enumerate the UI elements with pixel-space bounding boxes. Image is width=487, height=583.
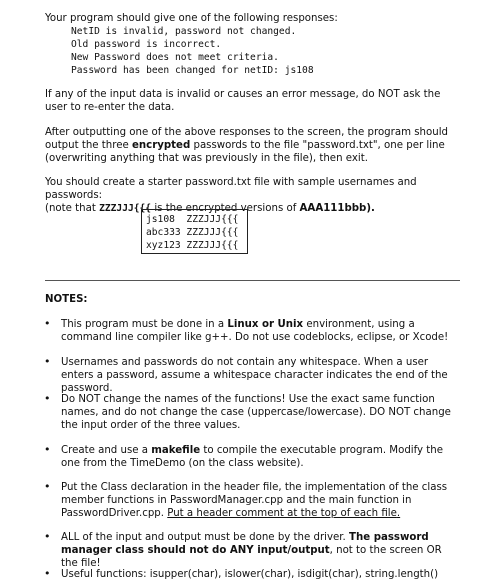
- note-file-structure: Put the Class declaration in the header file, the implementation of the class member functions in PasswordManager.cpp and the main function in PasswordDriver.cpp. Put a header comment at the top of each file.: [61, 482, 448, 519]
- notes-heading: NOTES:: [45, 294, 88, 305]
- sample-password-file: [141, 209, 248, 254]
- bullet-icon: •: [44, 317, 51, 330]
- section-divider: [45, 280, 460, 281]
- bullet-icon: •: [44, 480, 51, 493]
- note-useful-functions: Useful functions: isupper(char), islower(char), isdigit(char), string.length(): [61, 569, 439, 580]
- bullet-icon: •: [44, 567, 51, 580]
- bullet-icon: •: [44, 392, 51, 405]
- sample-line: abc333 ZZZJJJ{{{: [146, 227, 239, 238]
- response-item: Password has been changed for netID: js108: [71, 65, 314, 76]
- bullet-icon: •: [44, 530, 51, 543]
- invalid-input-paragraph: If any of the input data is invalid or causes an error message, do NOT ask the user to re-enter the data.: [45, 89, 441, 113]
- response-item: NetID is invalid, password not changed.: [71, 26, 297, 37]
- bullet-icon: •: [44, 355, 51, 368]
- note-linux: This program must be done in a Linux or Unix environment, using a command line compiler like g++. Do not use codeblocks, eclipse, or Xcode!: [61, 319, 449, 343]
- bullet-icon: •: [44, 443, 51, 456]
- note-makefile: Create and use a makefile to compile the executable program. Modify the one from the TimeDemo (on the class website).: [61, 445, 444, 469]
- sample-line: js108 ZZZJJJ{{{: [146, 214, 239, 225]
- starter-file-paragraph: You should create a starter password.txt file with sample usernames and passwords: (note that ZZZJJJ{{{ is the encrypted versions of AAA111bbb).: [45, 177, 417, 214]
- response-item: Old password is incorrect.: [71, 39, 222, 50]
- response-list: [71, 25, 314, 77]
- intro-text: Your program should give one of the following responses:: [45, 13, 338, 24]
- note-driver-io: ALL of the input and output must be done by the driver. The password manager class should not do ANY input/output, not to the screen OR the file!: [61, 532, 442, 569]
- sample-line: xyz123 ZZZJJJ{{{: [146, 240, 239, 251]
- note-whitespace: Usernames and passwords do not contain any whitespace. When a user enters a password, assume a whitespace character indicates the end of the password.: [61, 357, 448, 394]
- note-function-names: Do NOT change the names of the functions! Use the exact same function names, and do not change the case (uppercase/lowercase). DO NOT change the input order of the three values.: [61, 394, 451, 431]
- output-paragraph: After outputting one of the above responses to the screen, the program should output the three encrypted passwords to the file "password.txt", one per line (overwriting anything that was previously in the file), then exit.: [45, 127, 448, 164]
- response-item: New Password does not meet criteria.: [71, 52, 279, 63]
